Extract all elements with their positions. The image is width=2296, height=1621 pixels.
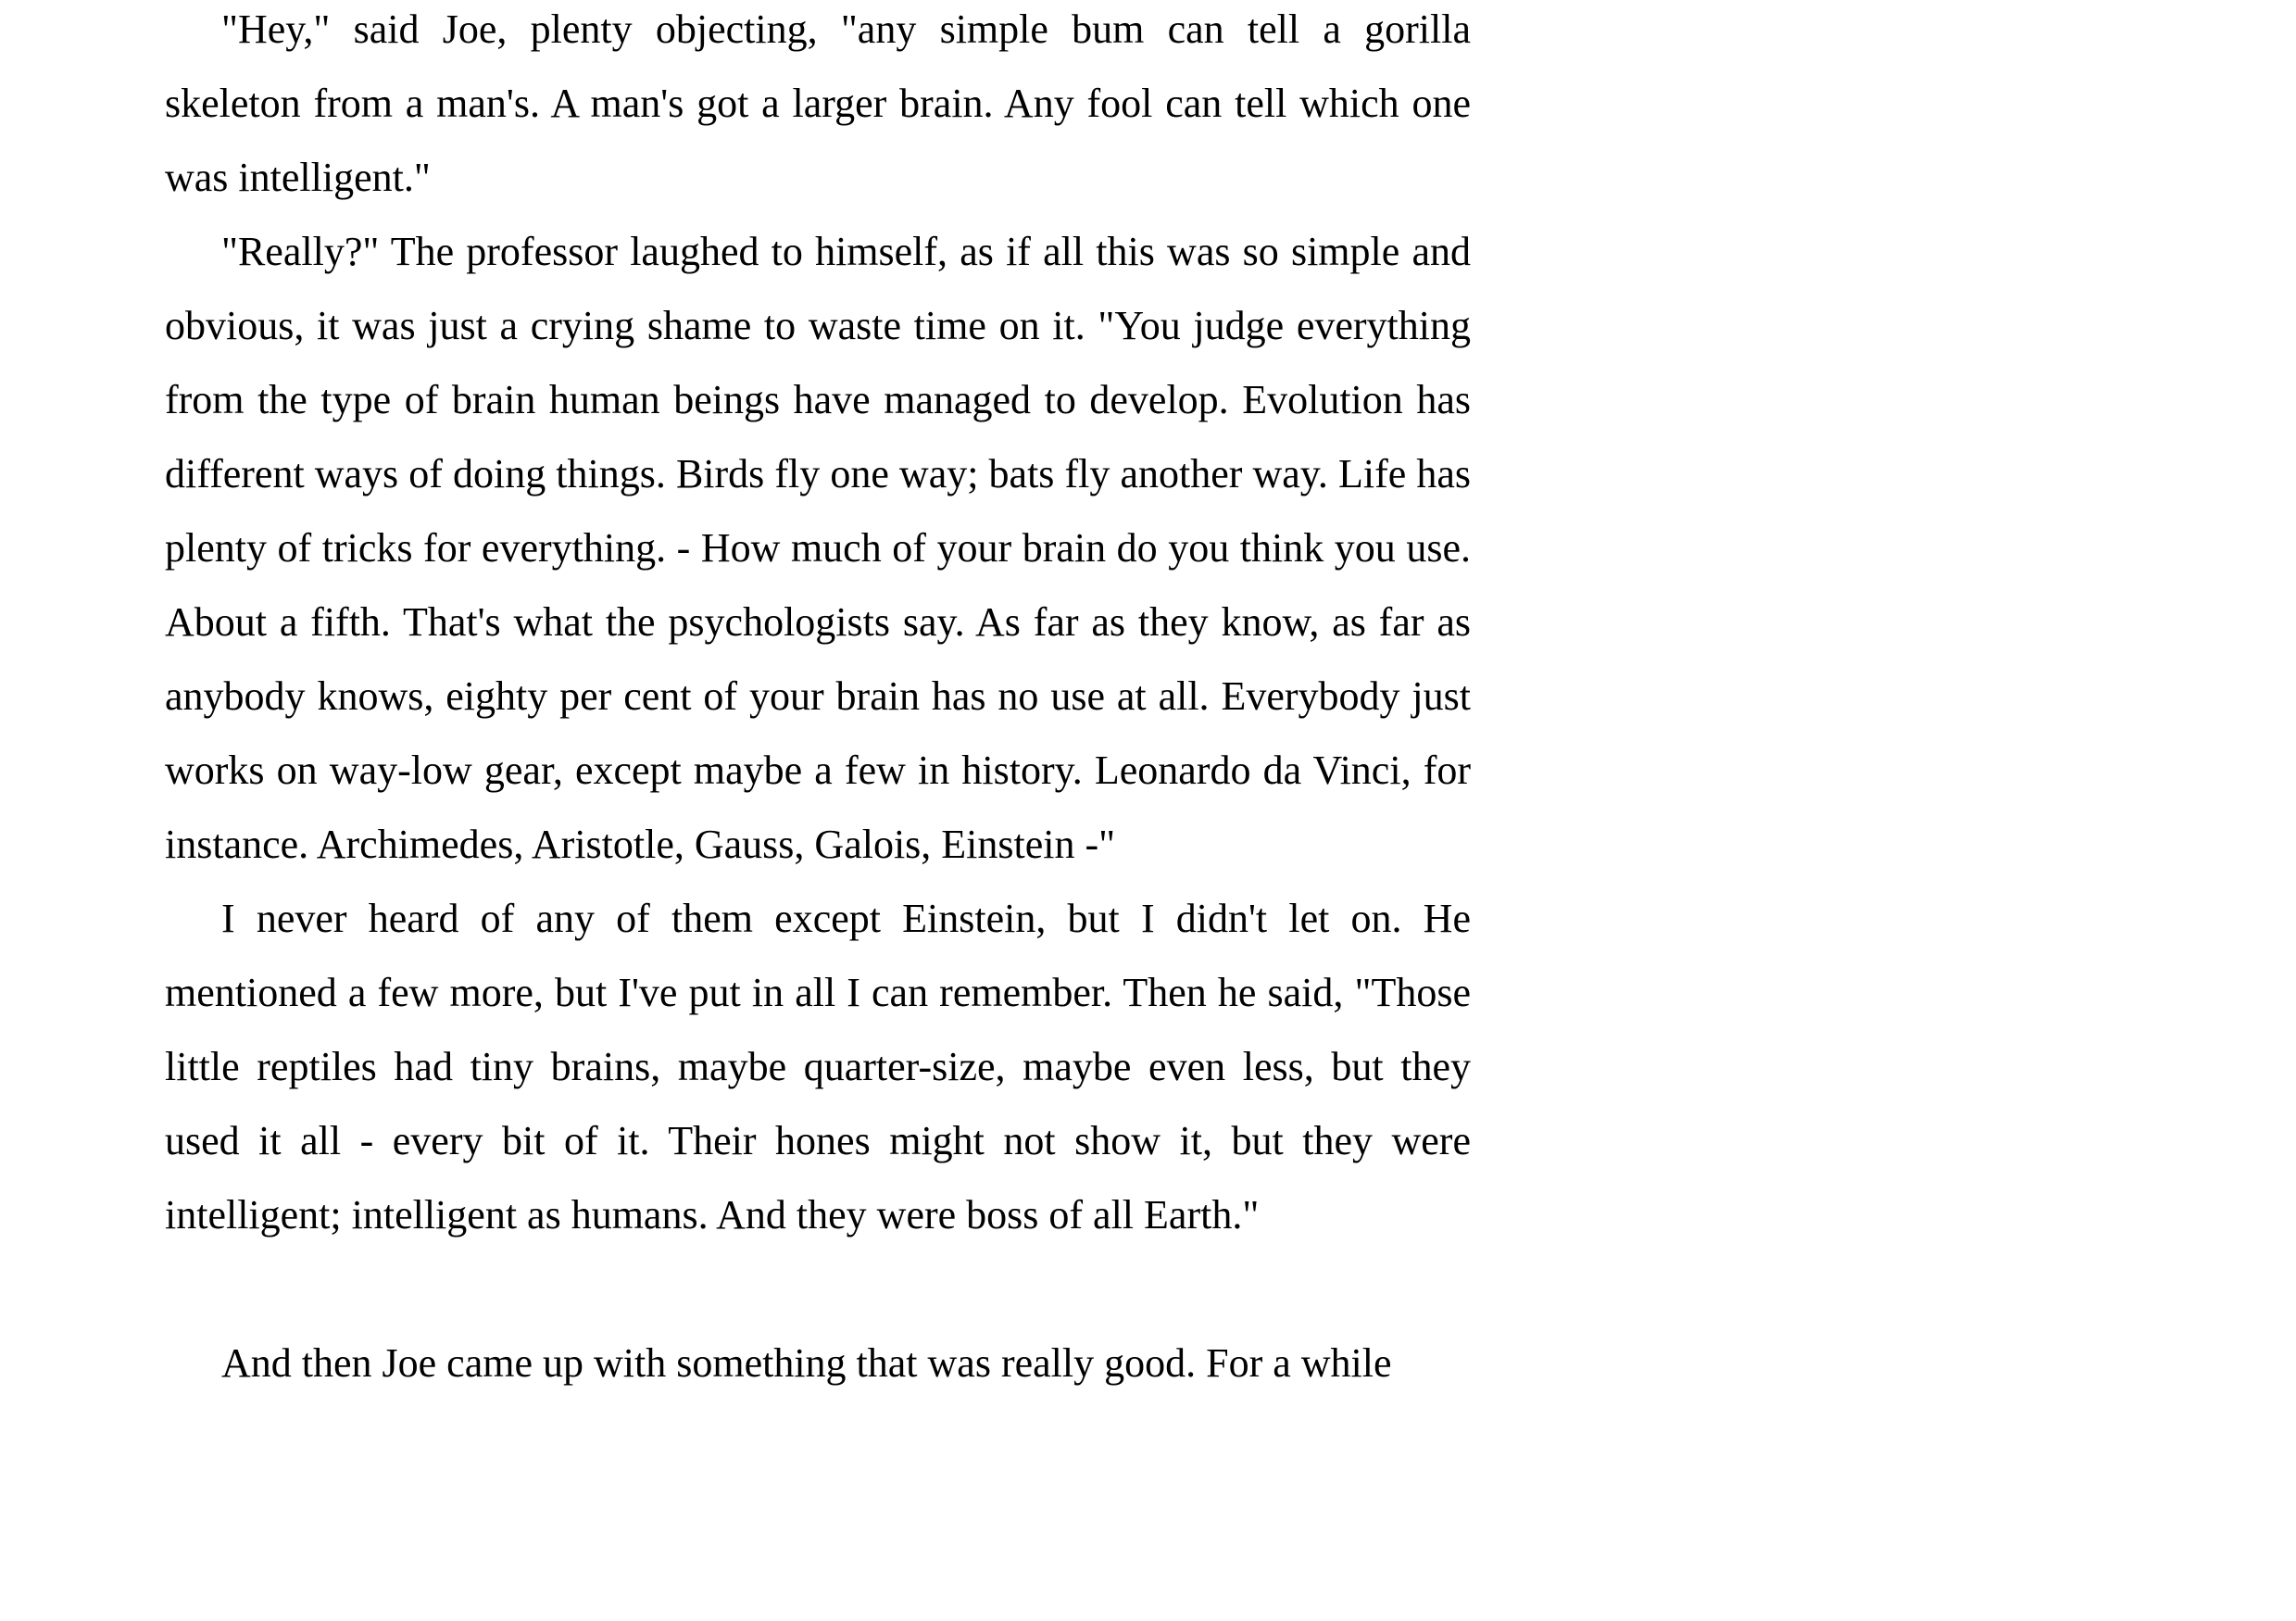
section-break [165,1252,1471,1326]
paragraph: "Hey," said Joe, plenty objecting, "any simple bum can tell a gorilla skeleton from a man's. A man's got a larger brain. Any fool can tell which one was intelligent." [165,6,1471,200]
paragraph: I never heard of any of them except Einstein, but I didn't let on. He mentioned a few more, but I've put in all I can remember. Then he said, "Those little reptiles had tiny brains, maybe quarter-size, maybe even less, but they used it all - every bit of it. Their hones might not show it, but they were intelligent; intelligent as humans. And they were boss of all Earth." [165,896,1471,1238]
paragraph: And then Joe came up with something that was really good. For a while [221,1340,1392,1386]
paragraph: "Really?" The professor laughed to himself, as if all this was so simple and obvious, it was just a crying shame to waste time on it. "You judge everything from the type of brain human beings have managed to develop. Evolution has different ways of doing things. Birds fly one way; bats fly another way. Life has plenty of tricks for everything. - How much of your brain do you think you use. About a fifth. That's what the psychologists say. As far as they know, as far as anybody knows, eighty per cent of your brain has no use at all. Everybody just works on way-low gear, except maybe a few in history. Leonardo da Vinci, for instance. Archimedes, Aristotle, Gauss, Galois, Einstein -" [165,229,1471,867]
text-column [165,0,1471,1401]
